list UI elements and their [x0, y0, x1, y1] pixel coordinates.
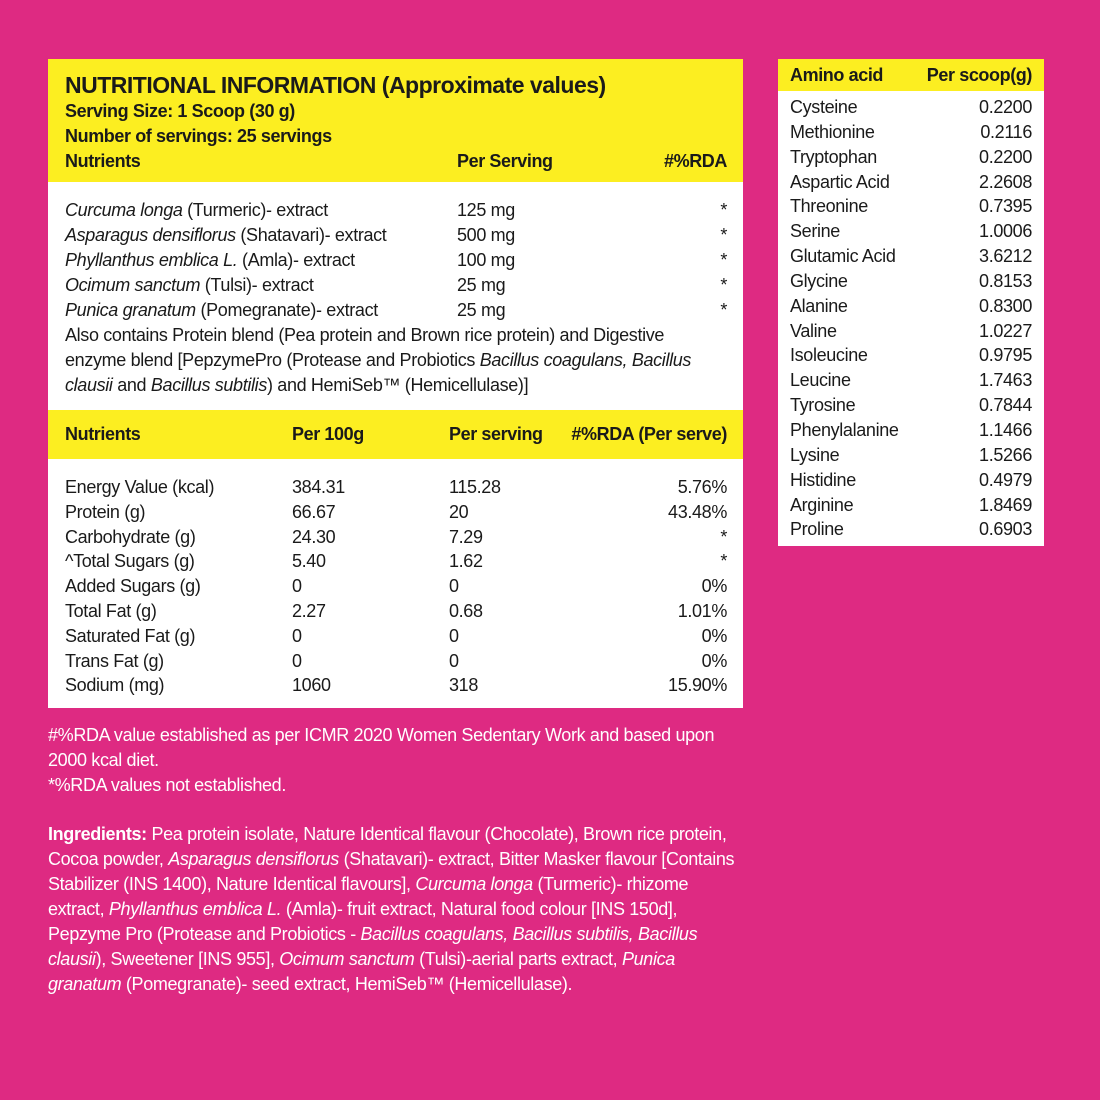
amino-value: 1.5266	[979, 444, 1032, 465]
macro-name: Trans Fat (g)	[65, 650, 164, 671]
herb-amount: 500 mg	[457, 225, 515, 245]
amino-row	[790, 170, 1032, 195]
macro-row	[65, 500, 727, 525]
macro-rda: 5.76%	[677, 477, 727, 497]
herb-amount: 100 mg	[457, 250, 515, 270]
also-contains-note	[65, 323, 727, 398]
amino-name: Proline	[790, 519, 844, 540]
col-header-per-100g: Per 100g	[292, 424, 364, 444]
col-header-nutrients: Nutrients	[65, 424, 141, 444]
col-header-nutrients: Nutrients	[65, 151, 141, 171]
amino-row	[790, 294, 1032, 319]
herb-row	[65, 298, 727, 323]
amino-row	[790, 145, 1032, 170]
macro-per-serving: 0	[449, 625, 459, 646]
macro-table-header	[48, 410, 743, 459]
ingredient-italic: Ocimum sanctum	[279, 949, 415, 969]
col-header-rda: #%RDA	[663, 151, 727, 171]
herb-latin-name: Ocimum sanctum	[65, 275, 201, 295]
ingredients-text	[48, 824, 734, 994]
herb-rda: *	[720, 275, 727, 295]
herb-name	[65, 298, 457, 323]
macro-per-serving: 20	[449, 501, 469, 522]
amino-name: Glutamic Acid	[790, 246, 896, 267]
amino-table-header	[778, 59, 1044, 91]
amino-row	[790, 368, 1032, 393]
amino-row	[790, 517, 1032, 542]
herb-name	[65, 248, 457, 273]
amino-name: Methionine	[790, 121, 875, 142]
amino-name: Glycine	[790, 270, 848, 291]
amino-name: Histidine	[790, 469, 856, 490]
macro-row	[65, 624, 727, 649]
amino-name: Arginine	[790, 494, 854, 515]
ingredient-italic: Asparagus densiflorus	[168, 849, 339, 869]
herb-rows	[65, 198, 727, 323]
amino-name: Phenylalanine	[790, 419, 899, 440]
herb-rda: *	[720, 250, 727, 270]
herb-common-name: (Tulsi)- extract	[200, 275, 314, 295]
macro-row	[65, 549, 727, 574]
macro-per-serving: 7.29	[449, 526, 483, 547]
macro-name: Total Fat (g)	[65, 600, 157, 621]
amino-row	[790, 95, 1032, 120]
herb-row	[65, 198, 727, 223]
amino-name: Aspartic Acid	[790, 171, 890, 192]
col-header-rda-per-serve: #%RDA (Per serve)	[571, 424, 727, 444]
macro-per-100g: 5.40	[292, 551, 326, 572]
amino-name: Valine	[790, 320, 837, 341]
also-contains-text-2: and	[112, 375, 151, 395]
amino-row	[790, 269, 1032, 294]
herb-common-name: (Shatavari)- extract	[235, 225, 387, 245]
macro-row	[65, 525, 727, 550]
amino-value: 1.7463	[979, 370, 1032, 391]
macro-row	[65, 673, 727, 698]
amino-row	[790, 443, 1032, 468]
ingredient-text: (Turmeric)- rhizome extract,	[48, 874, 689, 919]
amino-name: Alanine	[790, 295, 848, 316]
macro-name: Carbohydrate (g)	[65, 526, 196, 547]
also-contains-italic-1: Bacillus coagulans, Bacillus clausii	[65, 350, 692, 395]
serving-size: Serving Size: 1 Scoop (30 g)	[65, 101, 295, 121]
amino-row	[790, 319, 1032, 344]
amino-value: 1.8469	[979, 494, 1032, 515]
macro-per-serving: 0	[449, 650, 459, 671]
ingredient-text: ), Sweetener [INS 955],	[95, 949, 280, 969]
nutrition-title: NUTRITIONAL INFORMATION (Approximate values)	[65, 72, 606, 98]
herb-latin-name: Curcuma longa	[65, 200, 183, 220]
amino-value: 0.7395	[979, 196, 1032, 217]
col-header-amino-acid: Amino acid	[790, 65, 884, 85]
amino-acid-panel	[778, 59, 1044, 546]
amino-row	[790, 493, 1032, 518]
star-footnote: *%RDA values not established.	[48, 775, 286, 795]
herb-name	[65, 273, 457, 298]
herb-table-header	[65, 149, 727, 174]
amino-row	[790, 219, 1032, 244]
amino-value: 0.4979	[979, 469, 1032, 490]
macro-per-100g: 0	[292, 650, 302, 671]
amino-value: 3.6212	[979, 246, 1032, 267]
amino-row	[790, 120, 1032, 145]
macro-name: Energy Value (kcal)	[65, 477, 215, 497]
macro-per-serving: 1.62	[449, 551, 483, 572]
macro-rda: 1.01%	[677, 600, 727, 621]
herb-common-name: (Pomegranate)- extract	[195, 300, 378, 320]
amino-value: 0.8153	[979, 270, 1032, 291]
macro-table-body	[48, 459, 743, 708]
herb-rda: *	[720, 300, 727, 320]
amino-value: 2.2608	[979, 171, 1032, 192]
macro-name: Protein (g)	[65, 501, 146, 522]
amino-row	[790, 418, 1032, 443]
herb-row	[65, 223, 727, 248]
amino-name: Tryptophan	[790, 146, 877, 167]
macro-row	[65, 599, 727, 624]
amino-value: 1.1466	[979, 419, 1032, 440]
macro-per-serving: 0	[449, 576, 459, 597]
macro-per-100g: 1060	[292, 675, 331, 696]
amino-name: Lysine	[790, 444, 840, 465]
also-contains-italic-2: Bacillus subtilis	[150, 375, 267, 395]
herb-rda: *	[720, 200, 727, 220]
footnotes	[48, 723, 748, 798]
ingredient-italic: Phyllanthus emblica L.	[108, 899, 282, 919]
ingredients	[48, 822, 748, 997]
macro-per-serving: 0.68	[449, 600, 483, 621]
ingredient-text: Pea protein isolate, Nature Identical flavour (Chocolate), Brown rice protein, Cocoa powder,	[48, 824, 727, 869]
amino-row	[790, 393, 1032, 418]
amino-name: Serine	[790, 221, 840, 242]
macro-per-100g: 66.67	[292, 501, 336, 522]
amino-value: 0.2116	[980, 121, 1032, 142]
macro-row	[65, 574, 727, 599]
herb-latin-name: Asparagus densiflorus	[65, 225, 236, 245]
also-contains-text-3: ) and HemiSeb™ (Hemicellulase)]	[266, 375, 529, 395]
macro-name: ^Total Sugars (g)	[65, 551, 195, 572]
amino-name: Tyrosine	[790, 395, 856, 416]
macro-per-serving: 115.28	[449, 477, 501, 497]
macro-rda: 43.48%	[668, 501, 727, 522]
amino-value: 0.2200	[979, 97, 1032, 117]
herb-rda: *	[720, 225, 727, 245]
also-contains-text: Also contains Protein blend (Pea protein and Brown rice protein) and Digestive enzyme blend [PepzymePro (Protease and Probiotics	[65, 325, 665, 370]
herb-row	[65, 273, 727, 298]
ingredient-text: (Shatavari)- extract, Bitter Masker flavour [Contains Stabilizer (INS 1400), Nature Identical flavours],	[48, 849, 735, 894]
ingredient-text: (Tulsi)-aerial parts extract,	[414, 949, 622, 969]
amino-row	[790, 194, 1032, 219]
herb-amount: 25 mg	[457, 300, 506, 320]
ingredient-text: (Amla)- fruit extract, Natural food colour [INS 150d], Pepzyme Pro (Protease and Probiotics -	[48, 899, 678, 944]
nutrition-panel	[48, 59, 743, 708]
ingredient-italic: Bacillus coagulans, Bacillus subtilis, Bacillus clausii	[48, 924, 698, 969]
amino-name: Leucine	[790, 370, 851, 391]
ingredient-italic: Curcuma longa	[415, 874, 533, 894]
macro-per-100g: 2.27	[292, 600, 326, 621]
amino-value: 0.9795	[979, 345, 1032, 366]
macro-row	[65, 649, 727, 674]
macro-rda: 0%	[701, 650, 727, 671]
herb-name	[65, 223, 457, 248]
macro-per-100g: 0	[292, 625, 302, 646]
amino-table-body	[778, 91, 1044, 546]
macro-name: Saturated Fat (g)	[65, 625, 196, 646]
macro-rda: 15.90%	[668, 675, 727, 696]
macro-name: Sodium (mg)	[65, 675, 165, 696]
herb-amount: 125 mg	[457, 200, 515, 220]
macro-rda: *	[720, 551, 727, 572]
amino-name: Isoleucine	[790, 345, 868, 366]
ingredient-text: (Pomegranate)- seed extract, HemiSeb™ (Hemicellulase).	[121, 974, 573, 994]
macro-rda: 0%	[701, 625, 727, 646]
herb-latin-name: Phyllanthus emblica L.	[65, 250, 238, 270]
macro-name: Added Sugars (g)	[65, 576, 201, 597]
herb-latin-name: Punica granatum	[65, 300, 196, 320]
herb-name	[65, 198, 457, 223]
ingredients-label: Ingredients:	[48, 824, 147, 844]
col-header-per-scoop: Per scoop(g)	[926, 65, 1032, 85]
macro-per-100g: 384.31	[292, 477, 345, 497]
macro-per-100g: 0	[292, 576, 302, 597]
col-header-per-serving: Per Serving	[457, 151, 553, 171]
amino-name: Threonine	[790, 196, 868, 217]
amino-value: 1.0227	[979, 320, 1032, 341]
servings-count: Number of servings: 25 servings	[65, 126, 332, 146]
amino-row	[790, 343, 1032, 368]
macro-rda: 0%	[701, 576, 727, 597]
amino-value: 1.0006	[979, 221, 1032, 242]
amino-name: Cysteine	[790, 97, 858, 117]
herb-common-name: (Turmeric)- extract	[182, 200, 328, 220]
herb-table-body	[48, 182, 743, 410]
macro-row	[65, 475, 727, 500]
amino-value: 0.8300	[979, 295, 1032, 316]
amino-row	[790, 468, 1032, 493]
col-header-per-serving: Per serving	[449, 424, 543, 444]
amino-row	[790, 244, 1032, 269]
amino-value: 0.7844	[979, 395, 1032, 416]
macro-per-serving: 318	[449, 675, 478, 696]
nutrition-header	[48, 59, 743, 182]
macro-per-100g: 24.30	[292, 526, 336, 547]
herb-amount: 25 mg	[457, 275, 506, 295]
ingredient-italic: Punica granatum	[48, 949, 675, 994]
amino-value: 0.2200	[979, 146, 1032, 167]
amino-value: 0.6903	[979, 519, 1032, 540]
herb-row	[65, 248, 727, 273]
macro-rda: *	[720, 526, 727, 547]
herb-common-name: (Amla)- extract	[237, 250, 355, 270]
rda-footnote: #%RDA value established as per ICMR 2020 Women Sedentary Work and based upon 2000 kcal diet.	[48, 725, 715, 770]
